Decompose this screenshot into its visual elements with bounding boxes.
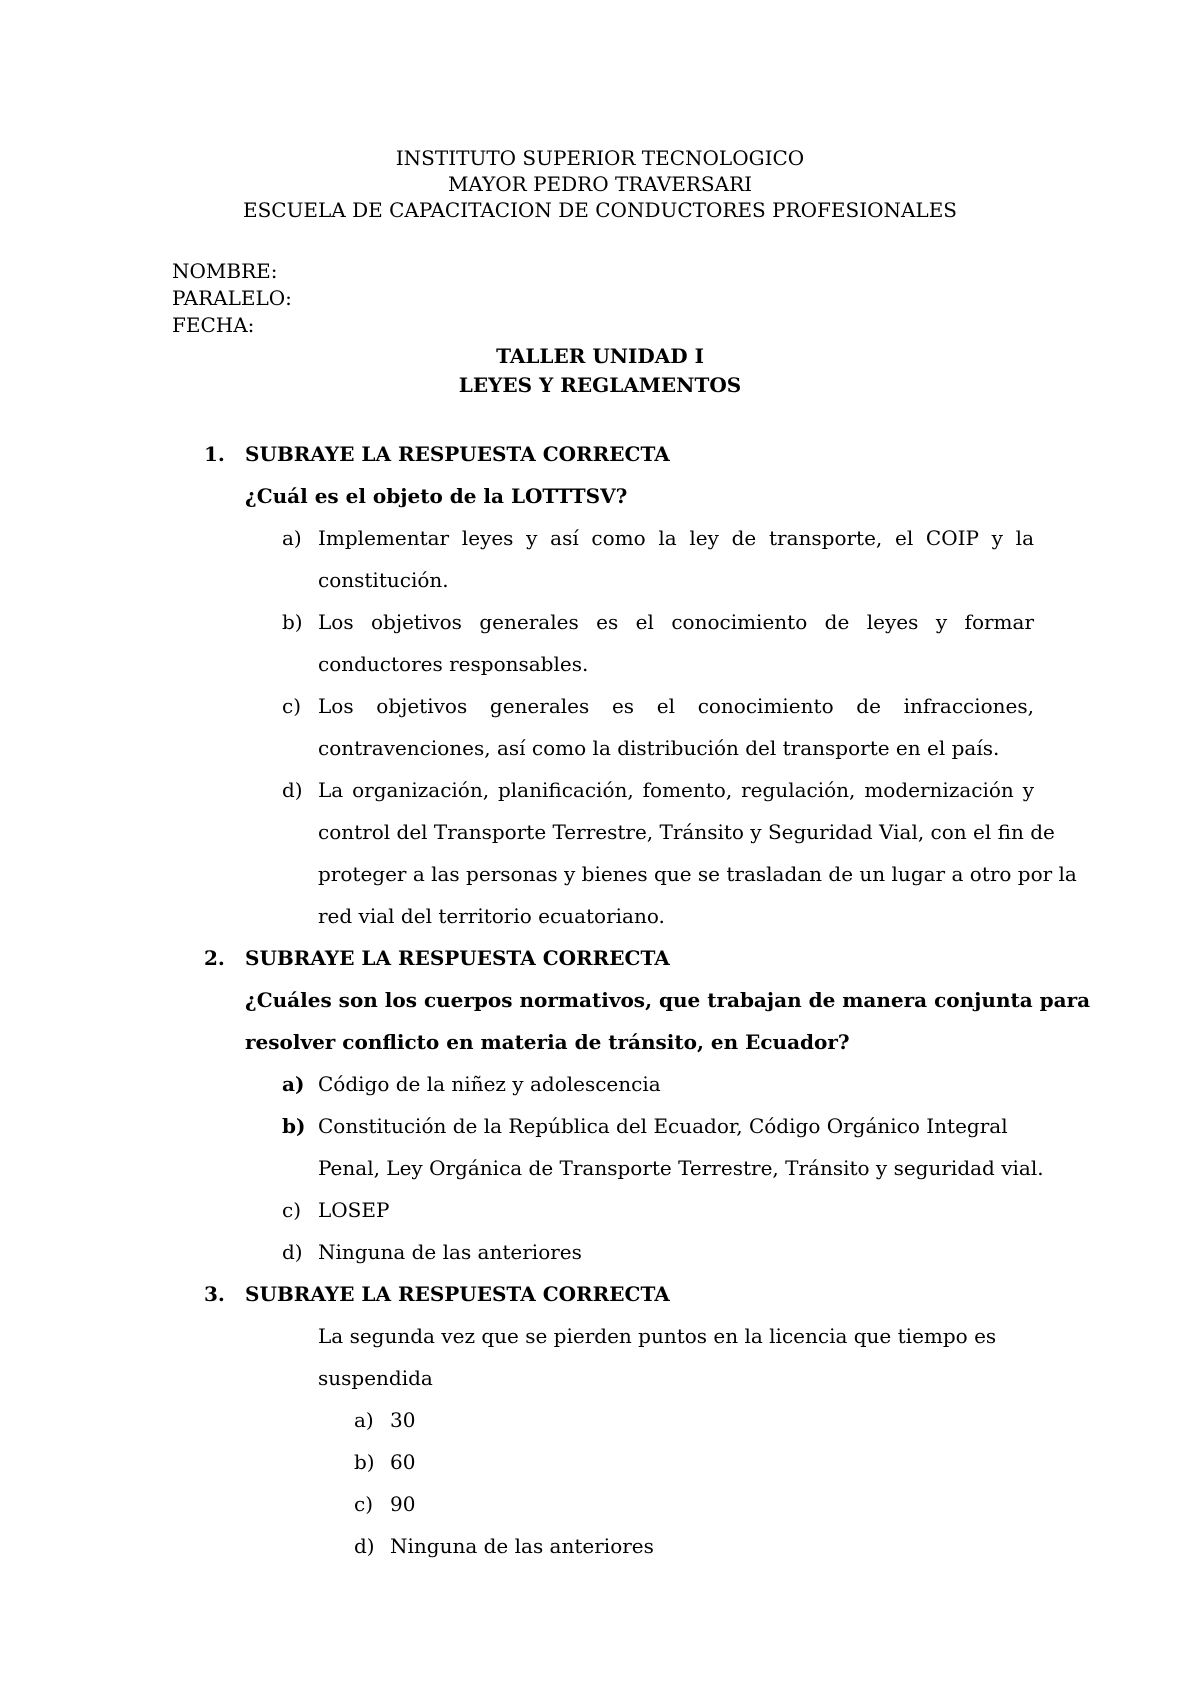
header-line-2: MAYOR PEDRO TRAVERSARI: [447, 172, 753, 196]
option-text-line: 30: [390, 1408, 416, 1432]
institution-header: [0, 145, 1200, 223]
question-instruction: SUBRAYE LA RESPUESTA CORRECTA: [245, 442, 670, 466]
option-text-line: contravenciones, así como la distribución del transporte en el país.: [318, 736, 1000, 760]
option-letter: c): [282, 1198, 302, 1222]
question-text: [318, 1315, 1018, 1399]
option-text-line: constitución.: [318, 568, 449, 592]
worksheet-title: [0, 342, 1200, 400]
header-line-1: INSTITUTO SUPERIOR TECNOLOGICO: [395, 146, 805, 170]
option-text-line: Ninguna de las anteriores: [318, 1240, 582, 1264]
title-line-2: LEYES Y REGLAMENTOS: [458, 373, 742, 397]
option-letter: a): [282, 526, 302, 550]
question-text-line: ¿Cuáles son los cuerpos normativos, que trabajan de manera conjunta para: [245, 988, 1091, 1012]
option-letter: b): [282, 610, 303, 634]
question-number: 3.: [204, 1282, 225, 1306]
field-nombre: NOMBRE:: [172, 259, 278, 283]
option-text-line: red vial del territorio ecuatoriano.: [318, 904, 665, 928]
question-number: 1.: [204, 442, 225, 466]
option-text-line: Implementar leyes y así como la ley de transporte, el COIP y la: [318, 526, 1034, 550]
question-text-line: resolver conflicto en materia de tránsito, en Ecuador?: [245, 1030, 850, 1054]
option-text-line: Ninguna de las anteriores: [390, 1534, 654, 1558]
option-text-line: 60: [390, 1450, 416, 1474]
option-text-line: conductores responsables.: [318, 652, 589, 676]
option-text-line: Penal, Ley Orgánica de Transporte Terrestre, Tránsito y seguridad vial.: [318, 1156, 1044, 1180]
option-text-line: control del Transporte Terrestre, Tránsito y Seguridad Vial, con el fin de: [318, 820, 1055, 844]
question-text: ¿Cuál es el objeto de la LOTTTSV?: [245, 484, 628, 508]
option-letter: b): [282, 1114, 306, 1138]
question-instruction: SUBRAYE LA RESPUESTA CORRECTA: [245, 1282, 670, 1306]
option-text-line: LOSEP: [318, 1198, 390, 1222]
option-letter: d): [354, 1534, 375, 1558]
option-text-line: Constitución de la República del Ecuador, Código Orgánico Integral: [318, 1114, 1008, 1138]
title-line-1: TALLER UNIDAD I: [496, 344, 704, 368]
field-paralelo: PARALELO:: [172, 286, 292, 310]
option-text-line: 90: [390, 1492, 416, 1516]
option-letter: d): [282, 778, 303, 802]
option-letter: a): [282, 1072, 305, 1096]
question-number: 2.: [204, 946, 225, 970]
option-letter: c): [354, 1492, 374, 1516]
option-letter: c): [282, 694, 302, 718]
option-text-line: Los objetivos generales es el conocimiento de infracciones,: [318, 694, 1034, 718]
header-line-3: ESCUELA DE CAPACITACION DE CONDUCTORES PROFESIONALES: [242, 198, 958, 222]
option-letter: a): [354, 1408, 374, 1432]
option-text-line: Los objetivos generales es el conocimiento de leyes y formar: [318, 610, 1034, 634]
question-text: [245, 979, 1091, 1063]
question-instruction: SUBRAYE LA RESPUESTA CORRECTA: [245, 946, 670, 970]
option-letter: d): [282, 1240, 303, 1264]
question-text-line: suspendida: [318, 1366, 433, 1390]
question-text-line: La segunda vez que se pierden puntos en la licencia que tiempo es: [318, 1324, 997, 1348]
student-fields: [172, 258, 292, 339]
option-text-line: proteger a las personas y bienes que se trasladan de un lugar a otro por la: [318, 862, 1077, 886]
field-fecha: FECHA:: [172, 313, 255, 337]
option-text-line: La organización, planificación, fomento, regulación, modernización y: [318, 778, 1034, 802]
option-letter: b): [354, 1450, 375, 1474]
option-text-line: Código de la niñez y adolescencia: [318, 1072, 661, 1096]
